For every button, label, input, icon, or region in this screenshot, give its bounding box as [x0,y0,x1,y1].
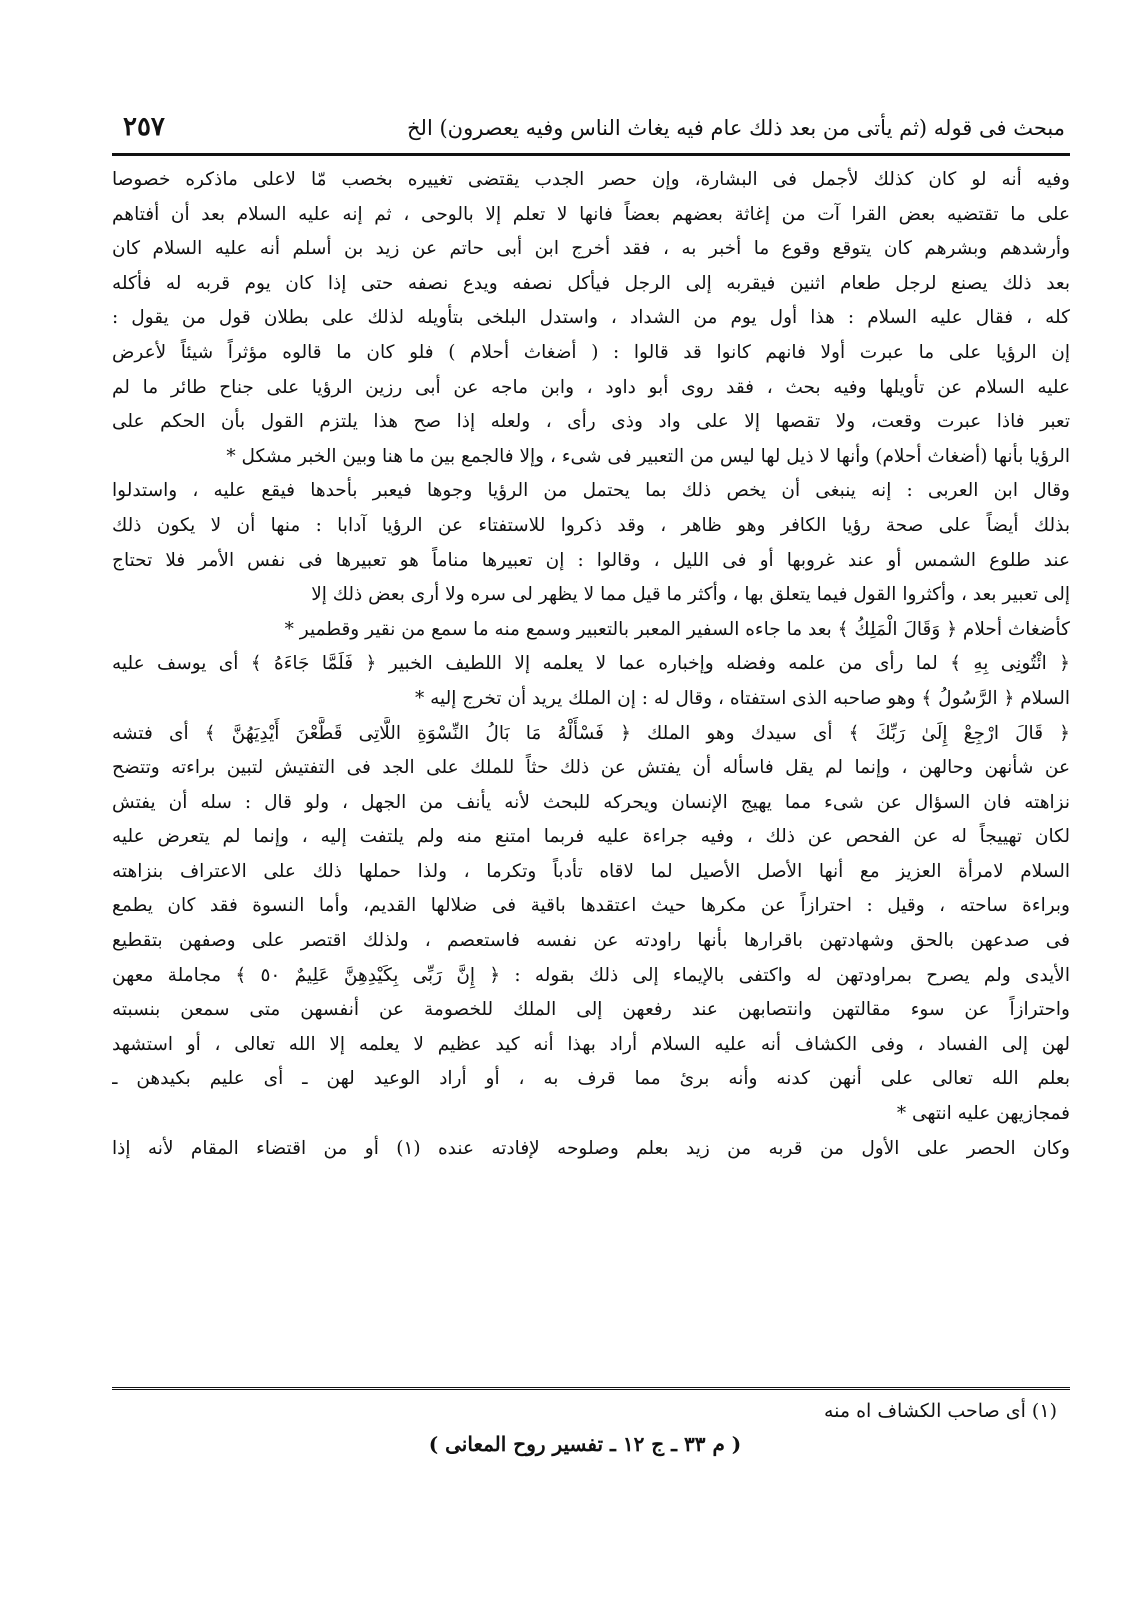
text-line: وبراءة ساحته ، وقيل : احترازاً عن مكرها حيث اعتقدها باقية فى ضلالها القديم، وأما النسوة فقد كان يطمع [112,895,1070,917]
text-line: بعد ذلك يصنع لرجل طعام اثنين فيقربه إلى الرجل فيأكل نصفه ويدع نصفه حتى إذا كان يوم قربه له فأكله [112,272,1070,294]
text-line: عند طلوع الشمس أو عند غروبها أو فى الليل ، وقالوا : إن تعبيرها مناماً هو تعبيرها فى نفس الأمر فلا تحتاج [112,549,1070,571]
text-line: السلام لامرأة العزيز مع أنها الأصل الأصيل لما لاقاه تأدباً وتكرما ، ولذا حملها ذلك على الاعتراف بنزاهته [112,860,1070,882]
footnote: (١) أى صاحب الكشاف اه منه [823,1400,1057,1422]
text-line: وقال ابن العربى : إنه ينبغى أن يخص ذلك بما يحتمل من الرؤيا وجوها فيعبر بأحدها فيقع عليه ، واستدلوا [112,480,1070,502]
footnote-rule [112,1387,1070,1390]
running-header [115,110,1065,154]
text-line: فمجازيهن عليه انتهى * [896,1103,1070,1125]
signature-line: ( م ٣٣ ـ ج ١٢ ـ تفسير روح المعانى ) [428,1432,742,1456]
text-line: عن شأنهن وحالهن ، وإنما لم يقل فاسأله أن يفتش عن ذلك حثاً للملك على الجد فى التفتيش لتبين براءته وتتضح [112,757,1070,779]
main-text [112,163,1070,1166]
text-line: لهن إلى الفساد ، وفى الكشاف أنه عليه السلام أراد بهذا أنه كيد عظيم لا يعلمه إلا الله تعالى ، أو استشهد [112,1033,1070,1055]
text-line: الرؤيا بأنها (أضغاث أحلام) وأنها لا ذيل لها ليس من التعبير فى شىء ، وإلا فالجمع بين ما هنا وبين الخبر مشكل * [226,445,1070,467]
text-line: على ما تقتضيه بعض القرا آت من إغاثة بعضهم بعضاً فانها لا تعلم إلا بالوحى ، ثم إنه عليه السلام بعد أن أفتاهم [112,203,1070,225]
text-line: بعلم الله تعالى على أنهن كدنه وأنه برئ مما قرف به ، أو أراد الوعيد لهن ـ أى عليم بكيدهن ـ [112,1068,1070,1090]
text-line: السلام ﴿ الرَّسُولُ ﴾ وهو صاحبه الذى استفتاه ، وقال له : إن الملك يريد أن تخرج إليه * [414,687,1070,709]
text-line: وأرشدهم وبشرهم كان يتوقع وقوع ما أخبر به ، فقد أخرج ابن أبى حاتم عن زيد بن أسلم أنه عليه السلام كان [112,238,1070,260]
text-line: نزاهته فان السؤال عن شىء مما يهيج الإنسان ويحركه للبحث لأنه يأنف من الجهل ، ولو قال : سله أن يفتش [112,791,1070,813]
text-line: كأضغاث أحلام ﴿ وَقَالَ الْمَلِكُ ﴾ بعد ما جاءه السفير المعبر بالتعبير وسمع منه ما سمع من نقير وقطمير * [284,618,1070,640]
text-line: عليه السلام عن تأويلها وفيه بحث ، فقد روى أبو داود ، وابن ماجه عن أبى رزين الرؤيا على جناح طائر ما لم [112,376,1070,398]
text-line: وفيه أنه لو كان كذلك لأجمل فى البشارة، وإن حصر الجدب يقتضى تغييره بخصب مّا لاعلى ماذكره خصوصا [112,169,1070,190]
header-rule [112,153,1070,156]
text-line: كله ، فقال عليه السلام : هذا أول يوم من الشداد ، واستدل البلخى بتأويله لذلك على بطلان قول من يقول : [112,307,1070,329]
text-line: بذلك أيضاً على صحة رؤيا الكافر وهو ظاهر ، وقد ذكروا للاستفتاء عن الرؤيا آدابا : منها أن لا يكون ذلك [112,514,1070,536]
text-line: تعبر فاذا عبرت وقعت، ولا تقصها إلا على واد وذى رأى ، ولعله إذا صح هذا يلتزم القول بأن الحكم على [112,411,1070,433]
text-line: فى صدعهن بالحق وشهادتهن باقرارها بأنها راودته عن نفسه فاستعصم ، ولذلك اقتصر على وصفهن بتقطيع [112,930,1070,952]
text-line: لكان تهييجاً له عن الفحص عن ذلك ، وفيه جراءة عليه فربما امتنع منه ولم يلتفت إليه ، وإنما لم يتعرض عليه [112,826,1070,848]
text-line: ﴿ قَالَ ارْجِعْ إِلَىٰ رَبِّكَ ﴾ أى سيدك وهو الملك ﴿ فَسْأَلْهُ مَا بَالُ النِّسْوَةِ اللَّاتِى قَطَّعْنَ أَيْدِيَهُنَّ ﴾ أى فتشه [112,722,1070,744]
page-number: ٢٥٧ [123,112,165,142]
header-title: مبحث فى قوله (ثم يأتى من بعد ذلك عام فيه يغاث الناس وفيه يعصرون) الخ [407,116,1065,140]
text-line: الأيدى ولم يصرح بمراودتهن له واكتفى بالإيماء إلى ذلك بقوله : ﴿ إِنَّ رَبِّى بِكَيْدِهِنَّ عَلِيمٌ ٥٠ ﴾ مجاملة معهن [112,964,1070,986]
text-line: إلى تعبير بعد ، وأكثروا القول فيما يتعلق بها ، وأكثر ما قيل مما لا يظهر لى سره ولا أرى بعض ذلك إلا [311,584,1070,606]
text-line: وكان الحصر على الأول من قربه من زيد بعلم وصلوحه لإفادته عنده (١) أو من اقتضاء المقام لأنه إذا [112,1137,1070,1159]
text-line: ﴿ ائْتُونِى بِهِ ﴾ لما رأى من علمه وفضله وإخباره عما لا يعلمه إلا اللطيف الخبير ﴿ فَلَمَّا جَاءَهُ ﴾ أى يوسف عليه [112,653,1070,675]
text-line: واحترازاً عن سوء مقالتهن وانتصابهن عند رفعهن إلى الملك للخصومة عن أنفسهن متى سمعن بنسبته [112,999,1070,1021]
text-line: إن الرؤيا على ما عبرت أولا فانهم كانوا قد قالوا : ( أضغاث أحلام ) فلو كان ما قالوه مؤثراً شيئاً لأعرض [112,341,1070,363]
